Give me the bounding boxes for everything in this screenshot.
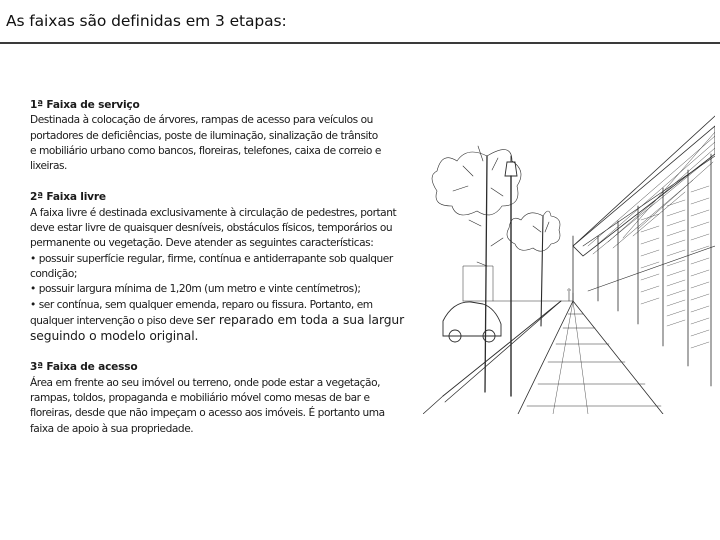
text-line: • possuir largura mínima de 1,20m (um metro e vinte centímetros); — [30, 283, 361, 296]
text-line: • possuir superfície regular, firme, contínua e antiderrapante sob qualquer — [30, 252, 393, 265]
section-service-strip — [30, 98, 422, 174]
text-line: A faixa livre é destinada exclusivamente à circulação de pedestres, portant — [30, 206, 397, 219]
text-line: rampas, toldos, propaganda e mobiliário móvel como mesas de bar e — [30, 392, 370, 405]
text-line: e mobiliário urbano como bancos, floreiras, telefones, caixa de correio e — [30, 144, 381, 157]
text-fragment: qualquer intervenção o piso deve — [30, 314, 197, 327]
text-line: Área em frente ao seu imóvel ou terreno, onde pode estar a vegetação, — [30, 376, 381, 389]
text-line: permanente ou vegetação. Deve atender as seguintes características: — [30, 237, 374, 250]
text-line: condição; — [30, 267, 78, 280]
text-line: deve estar livre de quaisquer desníveis, obstáculos físicos, temporários ou — [30, 222, 393, 235]
text-line: • ser contínua, sem qualquer emenda, reparo ou fissura. Portanto, em — [30, 298, 373, 311]
section-access-strip — [30, 360, 422, 436]
text-line: faixa de apoio à sua propriedade. — [30, 422, 194, 435]
text-line-mixed — [30, 313, 422, 329]
page-title: As faixas são definidas em 3 etapas: — [6, 12, 287, 30]
text-line-large: seguindo o modelo original. — [30, 329, 199, 344]
text-line: portadores de deficiências, poste de iluminação, sinalização de trânsito — [30, 129, 378, 142]
sidewalk-sketch — [423, 96, 715, 414]
text-line: lixeiras. — [30, 160, 67, 173]
section-free-strip — [30, 190, 422, 344]
section-heading: 3ª Faixa de acesso — [30, 361, 138, 374]
text-line: Destinada à colocação de árvores, rampas de acesso para veículos ou — [30, 114, 373, 127]
title-divider — [0, 42, 720, 44]
section-heading: 1ª Faixa de serviço — [30, 99, 140, 111]
body-text — [30, 98, 422, 453]
text-line: floreiras, desde que não impeçam o acesso aos imóveis. É portanto uma — [30, 407, 385, 420]
section-heading: 2ª Faixa livre — [30, 191, 106, 204]
text-fragment-large: ser reparado em toda a sua largur — [196, 312, 405, 327]
